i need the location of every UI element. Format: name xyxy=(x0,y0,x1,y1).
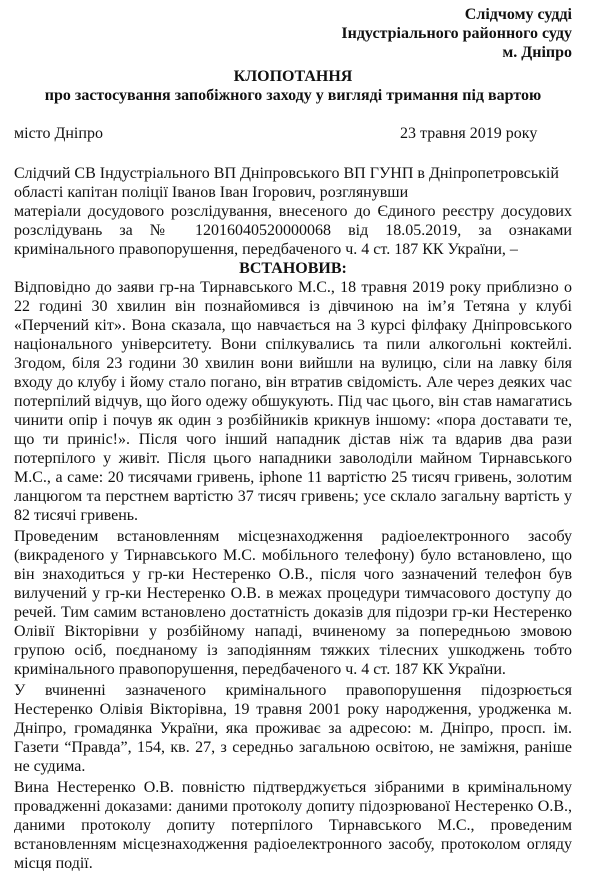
document-title: КЛОПОТАННЯ xyxy=(233,68,353,85)
intro-line-1: Слідчий СВ Індустріального ВП Дніпровського ВП ГУНП в Дніпропетровській xyxy=(14,165,559,182)
intro-block xyxy=(14,164,572,259)
document-subtitle: про застосування запобіжного заходу у вигляді тримання під вартою xyxy=(44,87,542,104)
paragraph-phone-tracking: Проведеним встановленням місцезнаходження радіоелектронного засобу (викраденого у Тирнавського М.С. мобільного телефону) було встановлено, що він знаходиться у гр-ки Нестеренко О.В., після чого зазначений телефон був вилучений у гр-ки Нестеренко О.В. в межах процедури тимчасового доступу до речей. Тим самим встановлено достатність доказів для підозри гр-ки Нестеренко Олівії Вікторівни у розбійному нападі, вчиненому за попередньою змовою групою осіб, поєднаному із заподіянням тяжких тілесних ушкоджень тобто кримінального правопорушення, передбаченого ч. 4 ст. 187 КК України. xyxy=(14,528,572,678)
establish-heading: ВСТАНОВИВ: xyxy=(239,260,347,277)
document-date: 23 травня 2019 року xyxy=(400,125,538,142)
place-of-issue: місто Дніпро xyxy=(14,125,103,142)
addressee-line-1: Слідчому судді xyxy=(464,6,572,23)
place-date-row xyxy=(14,124,572,143)
intro-line-2: області капітан поліції Іванов Іван Ігорович, розглянувши xyxy=(14,184,409,201)
addressee-line-2: Індустріального районного суду xyxy=(341,25,572,42)
intro-text: матеріали досудового розслідування, внесеного до Єдиного реєстру досудових розслідувань за № 12016040520000068 від 18.05.2019, за ознаками кримінального правопорушення, передбаченого ч. 4 ст. 187 КК України, – xyxy=(14,203,572,258)
paragraph-incident: Відповідно до заяви гр-на Тирнавського М.С., 18 травня 2019 року приблизно о 22 годині 30 хвилин він познайомився із дівчиною на ім’я Тетяна у клубі «Перчений кіт». Вона сказала, що навчається на 3 курсі філфаку Дніпровського національного університету. Вони спілкувались та пили алкогольні коктейлі. Згодом, біля 23 години 30 хвилин вони вийшли на вулицю, сіли на лавку біля входу до клубу і йому стало погано, він втратив свідомість. Але через деяких час потерпілий відчув, що його одежу обшукують. Під час цього, він став намагатись чинити опір і почув як один з розбійників крикнув іншому: «пора доставати те, що ти приніс!». Після чого інший нападник дістав ніж та вдарив два рази потерпілого у живіт. Після цього нападники заволоділи майном Тирнавського М.С., а саме: 20 тисячами гривень, iphone 11 вартістю 25 тисяч гривень, золотим ланцюгом та перстнем вартістю 37 тисяч гривень; усе склало загальну вартість у 82 тисячі гривень. xyxy=(14,279,572,524)
addressee-block xyxy=(14,5,572,62)
paragraph-suspect: У вчиненні зазначеного кримінального правопорушення підозрюється Нестеренко Олівія Вікторівна, 19 травня 2001 року народження, уродженка м. Дніпро, громадянка України, яка проживає за адресою: м. Дніпро, просп. ім. Газети “Правда”, 154, кв. 27, з середньо загальною освітою, не заміжня, раніше не судима. xyxy=(14,682,572,775)
addressee-line-3: м. Дніпро xyxy=(502,44,572,61)
paragraph-evidence: Вина Нестеренко О.В. повністю підтверджується зібраними в кримінальному провадженні доказами: даними протоколу допиту підозрюваної Нестеренко О.В., даними протоколу допиту потерпілого Тирнавського М.С., проведеним встановленням місцезнаходження радіоелектронного засобу, протоколом огляду місця події. xyxy=(14,779,572,872)
document-page xyxy=(14,5,572,873)
